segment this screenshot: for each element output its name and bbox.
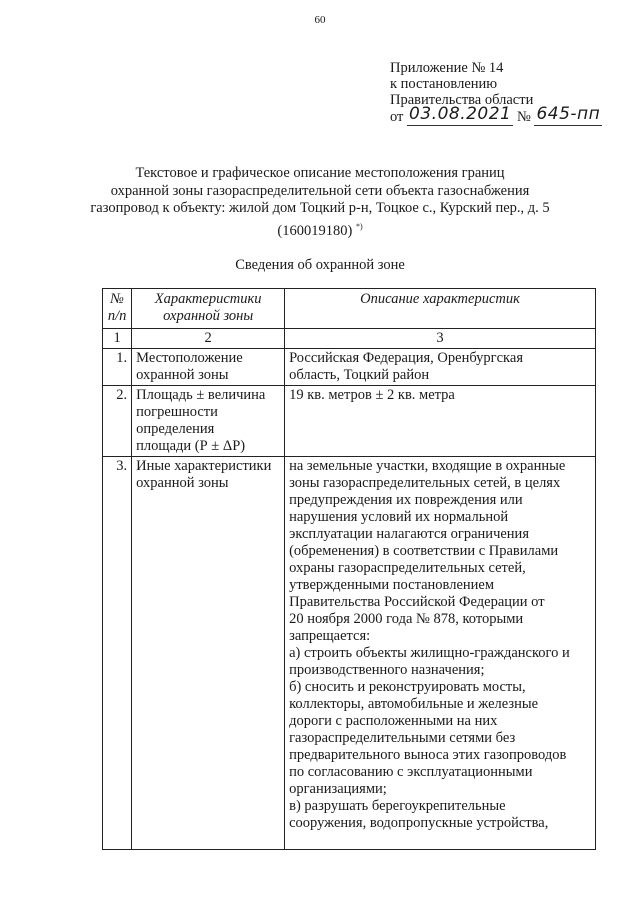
index-cell-1: 1 <box>103 329 132 349</box>
title-line-1: Текстовое и графическое описание местоположения границ <box>135 165 505 181</box>
row-description: 19 кв. метров ± 2 кв. метра <box>285 386 596 457</box>
table-header-row <box>103 289 596 329</box>
zone-info-table <box>102 288 596 850</box>
row-number: 2. <box>103 386 132 457</box>
index-cell-2: 2 <box>132 329 285 349</box>
appendix-block <box>390 60 630 126</box>
object-code: (160019180) <box>277 222 353 239</box>
title-line-3: газопровод к объекту: жилой дом Тоцкий р-н, Тоцкое с., Курский пер., д. 5 <box>90 200 550 216</box>
row-characteristic: Площадь ± величина погрешности определения площади (Р ± ΔР) <box>132 386 285 457</box>
title-line-2: охранной зоны газораспределительной сети объекта газоснабжения <box>110 182 530 199</box>
appendix-line-government: Правительства области <box>390 92 534 108</box>
appendix-title: Приложение № 14 <box>390 60 504 76</box>
page-number: 60 <box>314 14 326 26</box>
handwritten-number: 645-пп <box>536 104 601 124</box>
title-line-4 <box>40 218 600 240</box>
header-description: Описание характеристик <box>285 289 596 329</box>
date-underline <box>407 104 513 126</box>
appendix-date-number <box>390 104 630 126</box>
row-characteristic: Иные характеристики охранной зоны <box>132 457 285 850</box>
row-description: на земельные участки, входящие в охранные зоны газораспределительных сетей, в целях предупреждения их повреждения или нарушения условий их нормальной эксплуатации налагаются ограничения (обременения) в соответствии с Правилами охраны газораспределительных сетей, утвержденными постановлением Правительства Российской Федерации от 20 ноября 2000 года № 878, которыми запрещается: а) строить объекты жилищно-гражданского и производственного назначения; б) сносить и реконструировать мосты, коллекторы, автомобильные и железные дороги с расположенными на них газораспределительными сетями без предварительного выноса этих газопроводов по согласованию с эксплуатационными организациями; в) разрушать берегоукрепительные сооружения, водопропускные устройства, <box>285 457 596 850</box>
appendix-line-resolution: к постановлению <box>390 76 498 92</box>
number-label: № <box>517 109 531 125</box>
row-characteristic: Местоположение охранной зоны <box>132 349 285 386</box>
index-cell-3: 3 <box>285 329 596 349</box>
section-subtitle: Сведения об охранной зоне <box>235 257 405 273</box>
header-number: № п/п <box>103 289 132 329</box>
from-label: от <box>390 109 404 125</box>
handwritten-date: 03.08.2021 <box>409 104 512 124</box>
table-row <box>103 349 596 386</box>
row-description: Российская Федерация, Оренбургская область, Тоцкий район <box>285 349 596 386</box>
table-row <box>103 457 596 850</box>
column-index-row <box>103 329 596 349</box>
document-title <box>40 165 600 240</box>
table-row <box>103 386 596 457</box>
number-underline <box>534 104 602 126</box>
row-number: 3. <box>103 457 132 850</box>
header-characteristics: Характеристики охранной зоны <box>132 289 285 329</box>
footnote-mark: *) <box>355 221 363 231</box>
row-number: 1. <box>103 349 132 386</box>
